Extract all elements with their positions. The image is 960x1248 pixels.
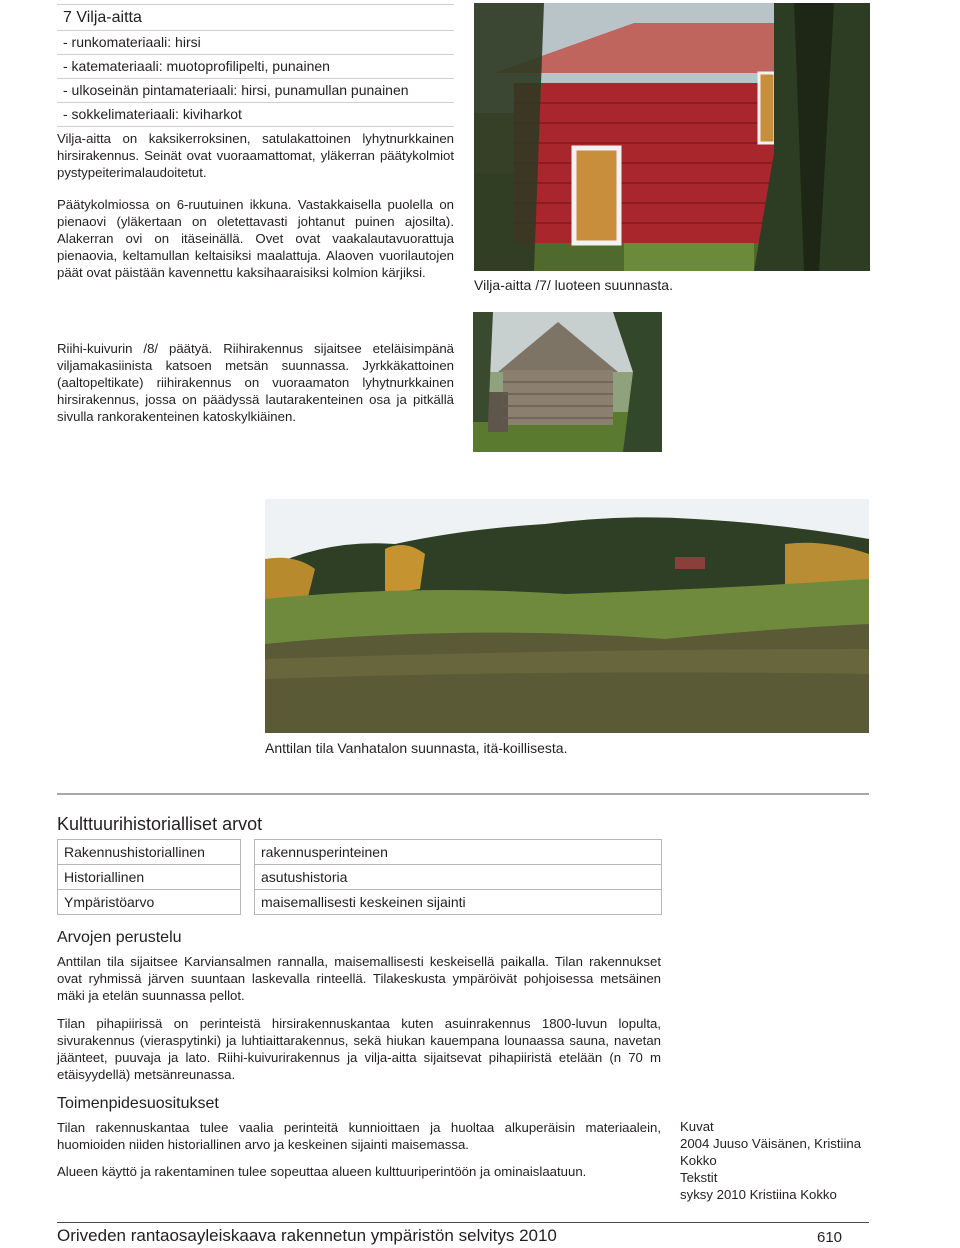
table-row <box>58 840 662 865</box>
footer-divider <box>57 1222 869 1223</box>
granary-photo-caption: Vilja-aitta /7/ luoteen suunnasta. <box>474 277 673 293</box>
toimenpide-heading: Toimenpidesuositukset <box>57 1095 219 1112</box>
footer-title: Oriveden rantaosayleiskaava rakennetun ympäristön selvitys 2010 <box>57 1226 557 1245</box>
credits-photos-label: Kuvat <box>680 1119 714 1134</box>
perustelu-heading: Arvojen perustelu <box>57 929 182 946</box>
value-text: maisemallisesti keskeinen sijainti <box>255 890 662 915</box>
aitta-description-1: Vilja-aitta on kaksikerroksinen, satulakattoinen lyhytnurkkainen hirsirakennus. Seinät ovat vuoraamattomat, yläkerran päätykolmiot pystypeiterimalaudoitetut. <box>57 131 454 180</box>
info-item-frame: - runkomateriaali: hirsi <box>57 31 454 55</box>
credits <box>680 1118 868 1203</box>
building-info-table <box>57 4 454 127</box>
info-item-wall: - ulkoseinän pintamateriaali: hirsi, punamullan punainen <box>57 79 454 103</box>
granary-photo <box>474 3 870 271</box>
page-number: 610 <box>817 1229 843 1246</box>
section-divider <box>57 793 869 795</box>
values-table <box>57 839 662 915</box>
landscape-photo-caption: Anttilan tila Vanhatalon suunnasta, itä-koillisesta. <box>265 740 568 756</box>
value-text: rakennusperinteinen <box>255 840 662 865</box>
riihi-photo <box>473 312 662 452</box>
value-label: Ympäristöarvo <box>58 890 241 915</box>
aitta-description-2: Päätykolmiossa on 6-ruutuinen ikkuna. Vastakkaisella puolella on pienaovi (yläkertaan on oletettavasti johtanut puinen ajosilta). Alakerran ovi on itäseinällä. Ovet ovat vaakalautavuorattuja pienaovia, keltamullan keltaisiksi maalattuja. Alaoven vuorilautojen päät ovat päistään kavennettu kaksihaaraisiksi kolmion kärjiksi. <box>57 197 454 280</box>
landscape-photo <box>265 499 869 733</box>
credits-text-label: Tekstit <box>680 1170 718 1185</box>
credits-text-value: syksy 2010 Kristiina Kokko <box>680 1187 837 1202</box>
toimenpide-paragraph-2: Alueen käyttö ja rakentaminen tulee sopeuttaa alueen kulttuuriperintöön ja ominaislaatuun. <box>57 1164 587 1179</box>
perustelu-paragraph-2: Tilan pihapiirissä on perinteistä hirsirakennuskantaa kuten asuinrakennus 1800-luvun lopulta, sivurakennus (vieraspytinki) ja luhtiaittarakennus, sekä hiukan kauempana lounaassa sauna, navetan jäänteet, puuvaja ja lato. Riihi-kuivurirakennus ja vilja-aitta sijaitsevat pihapiiristä etelään (n 70 m etäisyydellä) metsänreunassa. <box>57 1016 661 1082</box>
value-label: Rakennushistoriallinen <box>58 840 241 865</box>
riihi-description: Riihi-kuivurin /8/ päätyä. Riihirakennus sijaitsee eteläisimpänä viljamakasiinista katsoen metsän suunnassa. Jyrkkäkattoinen (aaltopeltikate) riihirakennus on vuoraamaton lyhytnurkkainen hirsirakennus, jossa on päädyssä lautarakenteinen osa ja pitkällä sivulla rankorakenteinen katoskylkiäinen. <box>57 341 454 424</box>
credits-photos-value: 2004 Juuso Väisänen, Kristiina Kokko <box>680 1136 862 1168</box>
info-item-roof: - katemateriaali: muotoprofilipelti, punainen <box>57 55 454 79</box>
toimenpide-paragraph-1: Tilan rakennuskantaa tulee vaalia perinteitä kunnioittaen ja huoltaa alkuperäisin materiaalein, huomioiden niiden historiallinen arvo ja keskeinen sijainti maisemassa. <box>57 1120 661 1152</box>
table-row <box>58 865 662 890</box>
perustelu-paragraph-1: Anttilan tila sijaitsee Karviansalmen rannalla, maisemallisesti keskeisellä paikalla. Tilan rakennukset ovat ryhmissä järven suuntaan laskevalla rinteellä. Tilakeskusta ympäröivät pohjoisessa metsäinen mäki ja etelän suunnassa pellot. <box>57 954 661 1003</box>
value-text: asutushistoria <box>255 865 662 890</box>
values-heading: Kulttuurihistorialliset arvot <box>57 814 263 834</box>
table-row <box>58 890 662 915</box>
building-title: 7 Vilja-aitta <box>57 4 454 31</box>
value-label: Historiallinen <box>58 865 241 890</box>
info-item-plinth: - sokkelimateriaali: kiviharkot <box>57 103 454 127</box>
